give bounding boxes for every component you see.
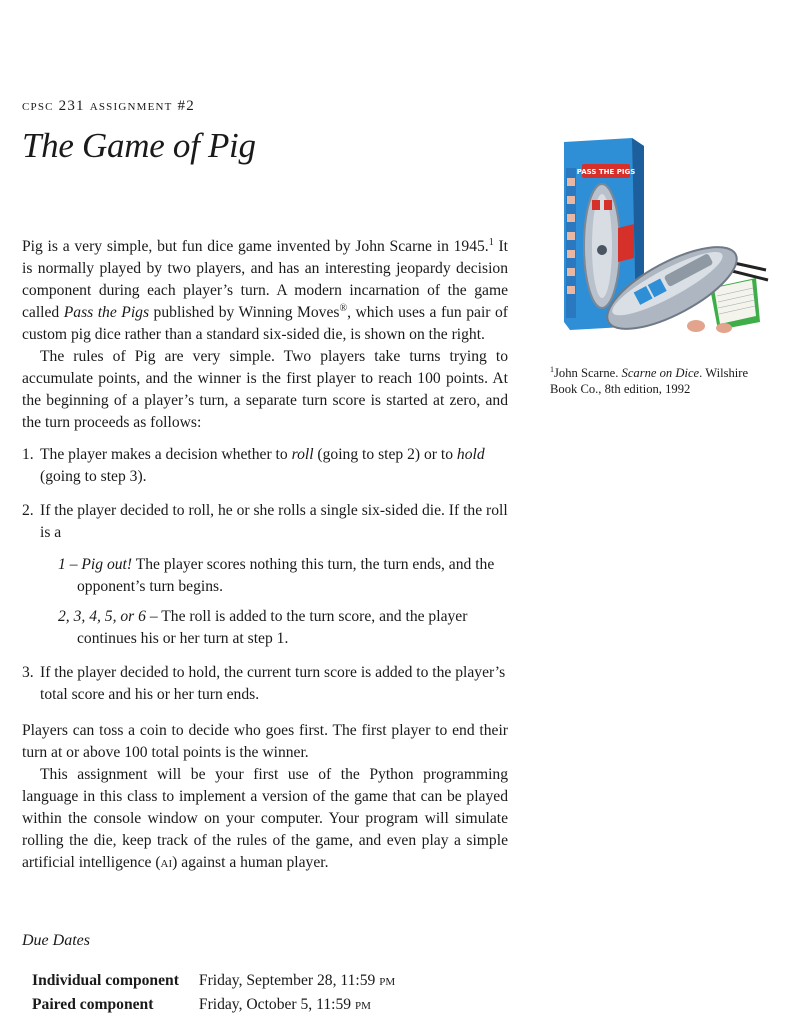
rules-paragraph: The rules of Pig are very simple. Two players take turns trying to accumulate points, and the winner is the first player to reach 100 points. At the beginning of a player’s turn, a separate turn score is started at zero, and the turn proceeds as follows: <box>22 348 508 431</box>
closing-paragraph: Players can toss a coin to decide who goes first. The first player to end their turn at or above 100 total points is the winner. <box>22 722 508 761</box>
case-item <box>40 606 508 650</box>
pass-the-pigs-image <box>552 138 772 338</box>
ai-abbrev: ai <box>160 854 173 871</box>
step-item <box>22 500 508 650</box>
due-date-text: Friday, October 5, 11:59 <box>198 996 355 1013</box>
due-dates-heading: Due Dates <box>22 932 90 949</box>
table-row <box>32 994 415 1018</box>
box-strip <box>566 168 576 318</box>
due-dates-table <box>32 970 415 1018</box>
case-text: The roll is added to the turn score, and the player continues his or her turn at step 1. <box>77 608 468 647</box>
step-item <box>22 662 508 706</box>
main-column <box>22 236 508 874</box>
assignment-kicker: cpsc 231 assignment #2 <box>22 98 195 114</box>
step-text: If the player decided to roll, he or she rolls a single six-sided die. If the roll is a <box>40 502 508 541</box>
python-text-a: This assignment will be your first use of the Python programming language in this class to implement a version of the game that can be played within the console window on your computer. Your program will simulate rolling the die, keep track of the rules of the game, and even play a simple artificial intelligence ( <box>22 766 508 871</box>
sidenote <box>550 362 770 397</box>
box-burst <box>618 224 634 262</box>
roll-term: roll <box>291 446 314 463</box>
step-number: 1. <box>22 446 34 463</box>
sidenote-text-b: . Wilshire Book Co., 8th edition, 1992 <box>550 366 749 396</box>
case-text: The player scores nothing this turn, the turn ends, and the opponent’s turn begins. <box>77 556 495 595</box>
case-label: 1 – Pig out! <box>58 556 133 573</box>
product-illustration <box>552 138 772 338</box>
hold-term: hold <box>456 446 485 463</box>
intro-text-a: Pig is a very simple, but fun dice game invented by John Scarne in 1945. <box>22 238 489 255</box>
step-text: If the player decided to hold, the current turn score is added to the player’s total score and his or her turn ends. <box>40 664 506 703</box>
intro-text-b: It is normally played by two players, and has an interesting jeopardy decision component during each player’s turn. A modern incarnation of the game called <box>22 238 508 321</box>
step-text: The player makes a decision whether to <box>40 446 292 463</box>
intro-text-d: , which uses a fun pair of custom pig dice rather than a standard six-sided die, is shown on the right. <box>22 304 509 343</box>
due-date <box>199 994 415 1018</box>
due-label: Individual component <box>32 972 179 989</box>
registered-mark: ® <box>339 303 348 314</box>
sidenote-book-title: Scarne on Dice <box>621 366 700 380</box>
case-label: 2, 3, 4, 5, or 6 – <box>58 608 158 625</box>
tin-emblem <box>597 245 607 255</box>
box-logo-text: PASS THE PIGS <box>576 168 636 176</box>
case-item <box>40 554 508 598</box>
page-title: The Game of Pig <box>22 126 256 165</box>
step-text: (going to step 2) or to <box>313 446 457 463</box>
sidenote-marker: 1 <box>550 365 554 374</box>
game-name: Pass the Pigs <box>63 304 150 321</box>
step-number: 2. <box>22 502 34 519</box>
pig-die <box>716 323 732 333</box>
footnote-marker[interactable]: 1 <box>488 237 494 248</box>
roll-cases-list <box>40 554 508 650</box>
due-date-text: Friday, September 28, 11:59 <box>198 972 380 989</box>
intro-text-c: published by Winning Moves <box>149 304 340 321</box>
python-paragraph <box>22 764 508 874</box>
pig-die <box>687 320 705 332</box>
step-text: (going to step 3). <box>40 468 147 485</box>
due-label: Paired component <box>32 996 154 1013</box>
steps-list <box>22 444 508 706</box>
table-row <box>32 970 415 994</box>
sidenote-text-a: John Scarne. <box>554 366 622 380</box>
due-time: pm <box>379 972 396 989</box>
python-text-b: ) against a human player. <box>172 854 329 871</box>
step-item <box>22 444 508 488</box>
due-date <box>199 970 415 994</box>
intro-paragraph <box>22 236 508 346</box>
step-number: 3. <box>22 664 34 681</box>
due-time: pm <box>354 996 371 1013</box>
